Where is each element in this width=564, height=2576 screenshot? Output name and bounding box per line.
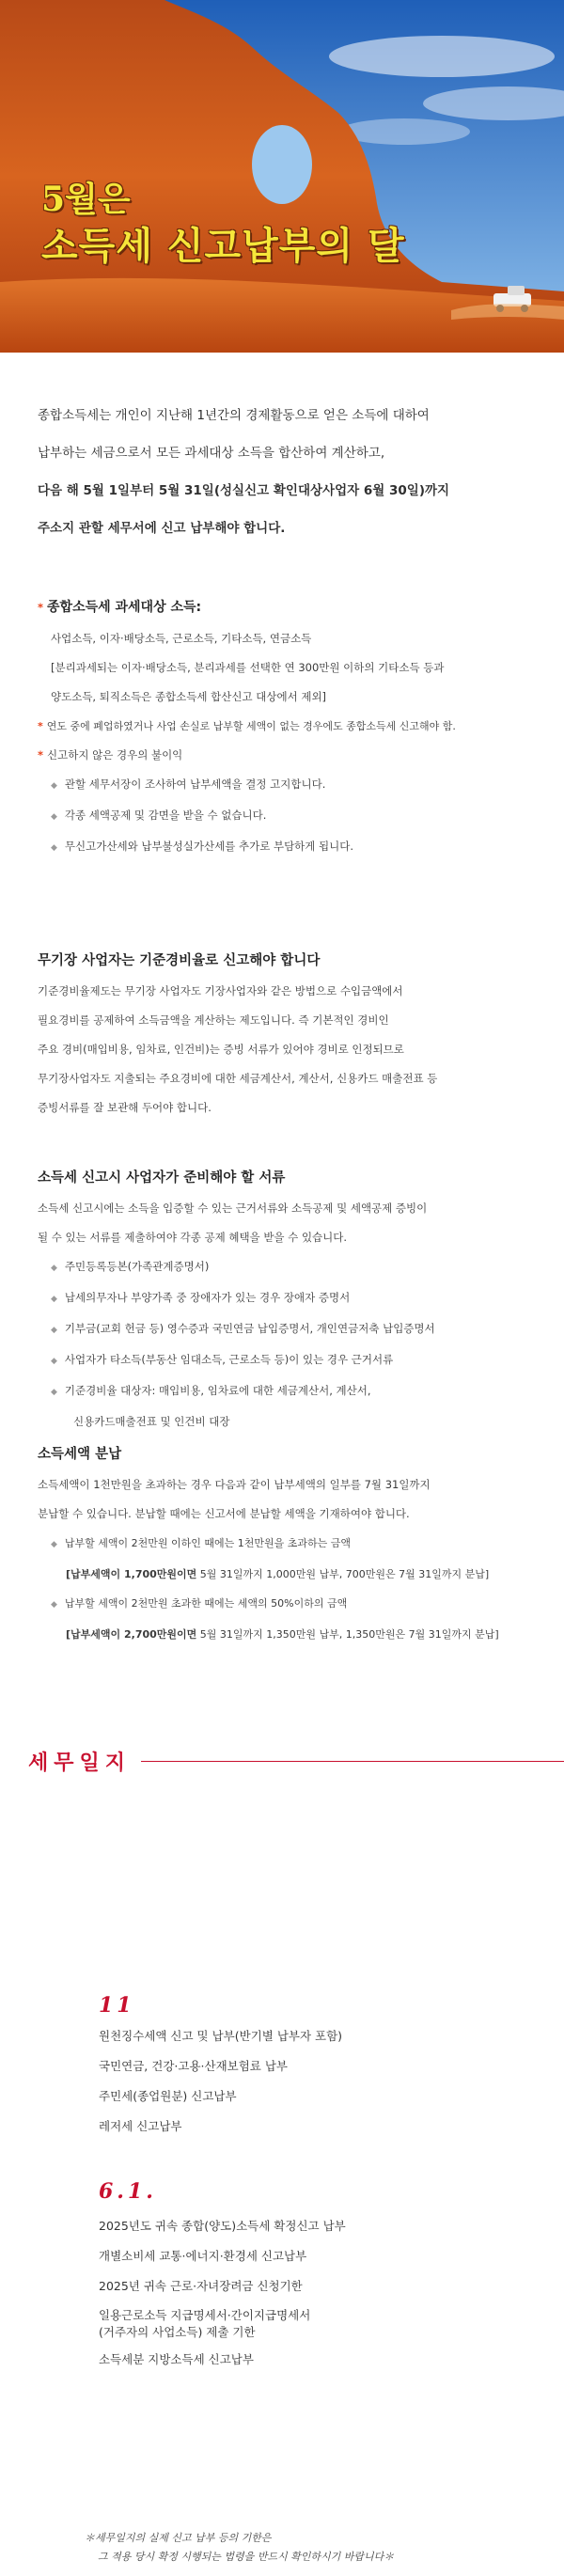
list-item <box>38 1283 536 1314</box>
diamond-bullet-icon: ◆ <box>51 1326 57 1335</box>
hero-banner <box>0 0 564 353</box>
list-item <box>38 832 536 863</box>
asterisk-icon: * <box>38 601 44 614</box>
taxable-income-section <box>38 590 536 863</box>
desert-arch-illustration <box>0 0 564 353</box>
diary-item: 주민세(종업원분) 신고납부 <box>99 2089 237 2103</box>
diary-item-continued: (거주자의 사업소득) 제출 기한 <box>99 2325 256 2339</box>
standard-expense-section <box>38 945 536 1123</box>
diary-item: 일용근로소득 지급명세서·간이지급명세서 <box>99 2308 311 2322</box>
diary-item: 소득세분 지방소득세 신고납부 <box>99 2352 254 2366</box>
asterisk-icon: * <box>38 748 44 762</box>
closed-business-note: 연도 중에 폐업하였거나 사업 손실로 납부할 세액이 없는 경우에도 종합소득세 신고해야 함. <box>46 720 456 732</box>
diary-item: 2025년 귀속 근로·자녀장려금 신청기한 <box>99 2279 303 2293</box>
diary-item: 개별소비세 교통·에너지·환경세 신고납부 <box>99 2249 307 2263</box>
diary-date: 11 <box>99 1993 135 2018</box>
list-item <box>38 1252 536 1283</box>
installment-payment-section <box>38 1438 536 1649</box>
diary-item: 레저세 신고납부 <box>99 2119 182 2133</box>
list-item <box>38 801 536 832</box>
example-detail: 5월 31일까지 1,350만원 납부, 1,350만원은 7월 31일까지 분납] <box>196 1628 499 1641</box>
section-heading: 무기장 사업자는 기준경비율로 신고해야 합니다 <box>38 953 321 968</box>
penalty-item: 관할 세무서장이 조사하여 납부세액을 결정 고지합니다. <box>64 778 326 791</box>
exclusion-note: 양도소득, 퇴직소득은 종합소득세 합산신고 대상에서 제외] <box>51 690 327 703</box>
diary-item: 원천징수세액 신고 및 납부(반기별 납부자 포함) <box>99 2029 343 2043</box>
installment-example <box>38 1560 536 1589</box>
exclusion-note: [분리과세되는 이자·배당소득, 분리과세를 선택한 연 300만원 이하의 기타소득 등과 <box>51 661 445 674</box>
diary-footnote <box>85 2529 536 2567</box>
section-heading: 소득세 신고시 사업자가 준비해야 할 서류 <box>38 1170 286 1186</box>
list-item <box>38 1345 536 1376</box>
hero-title <box>41 179 405 273</box>
example-amount: [납부세액이 1,700만원이면 <box>66 1568 197 1580</box>
diary-item: 2025년도 귀속 종합(양도)소득세 확정신고 납부 <box>99 2219 346 2233</box>
diamond-bullet-icon: ◆ <box>51 1357 57 1366</box>
diary-item: 국민연금, 건강·고용·산재보험료 납부 <box>99 2059 288 2073</box>
document-item: 기준경비율 대상자: 매입비용, 임차료에 대한 세금계산서, 계산서, <box>64 1384 371 1397</box>
example-detail: 5월 31일까지 1,000만원 납부, 700만원은 7월 31일까지 분납] <box>196 1568 490 1580</box>
list-item <box>38 1376 536 1407</box>
diamond-bullet-icon: ◆ <box>51 1295 57 1304</box>
paragraph-line: 필요경비를 공제하여 소득금액을 계산하는 제도입니다. 즉 기본적인 경비인 <box>38 1013 389 1027</box>
penalty-item: 각종 세액공제 및 감면을 받을 수 없습니다. <box>64 809 267 822</box>
list-item <box>38 770 536 801</box>
paragraph-line: 증빙서류를 잘 보관해 두어야 합니다. <box>38 1101 212 1114</box>
diamond-bullet-icon: ◆ <box>51 1600 57 1610</box>
intro-line: 납부하는 세금으로서 모든 과세대상 소득을 합산하여 계산하고, <box>38 446 385 461</box>
penalty-heading: 신고하지 않은 경우의 불이익 <box>47 748 183 762</box>
paragraph-line: 될 수 있는 서류를 제출하여야 각종 공제 혜택을 받을 수 있습니다. <box>38 1231 348 1244</box>
hero-title-line1: 5월은 <box>41 180 131 219</box>
list-item <box>38 1529 536 1560</box>
footnote-line: 그 적용 당시 확정 시행되는 법령을 반드시 확인하시기 바랍니다＊ <box>98 2551 395 2563</box>
diamond-bullet-icon: ◆ <box>51 781 57 791</box>
asterisk-icon: * <box>38 720 43 732</box>
document-item-continued: 신용카드매출전표 및 인건비 대장 <box>73 1415 230 1428</box>
diamond-bullet-icon: ◆ <box>51 1388 57 1397</box>
tax-diary-title: 세무일지 <box>28 1751 132 1775</box>
example-amount: [납부세액이 2,700만원이면 <box>66 1628 197 1641</box>
section-heading: 소득세액 분납 <box>38 1447 122 1462</box>
diary-list <box>99 2211 522 2375</box>
document-item: 주민등록등본(가족관계증명서) <box>64 1260 210 1273</box>
paragraph-line: 소득세액이 1천만원을 초과하는 경우 다음과 같이 납부세액의 일부를 7월 31일까지 <box>38 1478 431 1491</box>
intro-line-bold: 다음 해 5월 1일부터 5월 31일(성실신고 확인대상사업자 6월 30일)까지 <box>38 483 450 498</box>
diary-divider <box>141 1761 564 1762</box>
intro-line-bold: 주소지 관할 세무서에 신고 납부해야 합니다. <box>38 521 286 536</box>
paragraph-line: 기준경비율제도는 무기장 사업자도 기장사업자와 같은 방법으로 수입금액에서 <box>38 984 403 997</box>
penalty-item: 무신고가산세와 납부불성실가산세를 추가로 부담하게 됩니다. <box>64 840 354 853</box>
document-item: 사업자가 타소득(부동산 임대소득, 근로소득 등)이 있는 경우 근거서류 <box>64 1353 394 1366</box>
document-item: 기부금(교회 헌금 등) 영수증과 국민연금 납입증명서, 개인연금저축 납입증명서 <box>64 1322 435 1335</box>
section-heading: 종합소득세 과세대상 소득: <box>47 600 202 615</box>
diamond-bullet-icon: ◆ <box>51 843 57 853</box>
paragraph-line: 무기장사업자도 지출되는 주요경비에 대한 세금계산서, 계산서, 신용카드 매출전표 등 <box>38 1072 438 1085</box>
diary-date: 6.1. <box>99 2179 157 2204</box>
footnote-line: ＊세무일지의 실제 신고 납부 등의 기한은 <box>85 2532 272 2544</box>
required-documents-section <box>38 1162 536 1437</box>
installment-case: 납부할 세액이 2천만원 초과한 때에는 세액의 50%이하의 금액 <box>64 1597 348 1610</box>
document-item: 납세의무자나 부양가족 중 장애자가 있는 경우 장애자 증명서 <box>64 1291 351 1304</box>
diary-list <box>99 2021 522 2142</box>
intro-paragraph <box>38 397 526 547</box>
paragraph-line: 주요 경비(매입비용, 임차료, 인건비)는 증빙 서류가 있어야 경비로 인정되므로 <box>38 1043 404 1056</box>
income-types: 사업소득, 이자·배당소득, 근로소득, 기타소득, 연금소득 <box>51 632 312 645</box>
paragraph-line: 소득세 신고시에는 소득을 입증할 수 있는 근거서류와 소득공제 및 세액공제 증빙이 <box>38 1202 428 1215</box>
paragraph-line: 분납할 수 있습니다. 분납할 때에는 신고서에 분납할 세액을 기재하여야 합니다. <box>38 1507 410 1520</box>
hero-title-line2: 소득세 신고납부의 달 <box>41 224 405 268</box>
list-item <box>38 1314 536 1345</box>
intro-line: 종합소득세는 개인이 지난해 1년간의 경제활동으로 얻은 소득에 대하여 <box>38 408 430 423</box>
diamond-bullet-icon: ◆ <box>51 812 57 822</box>
diamond-bullet-icon: ◆ <box>51 1264 57 1273</box>
list-item <box>38 1589 536 1620</box>
diamond-bullet-icon: ◆ <box>51 1540 57 1549</box>
installment-example <box>38 1620 536 1649</box>
installment-case: 납부할 세액이 2천만원 이하인 때에는 1천만원을 초과하는 금액 <box>64 1537 352 1549</box>
